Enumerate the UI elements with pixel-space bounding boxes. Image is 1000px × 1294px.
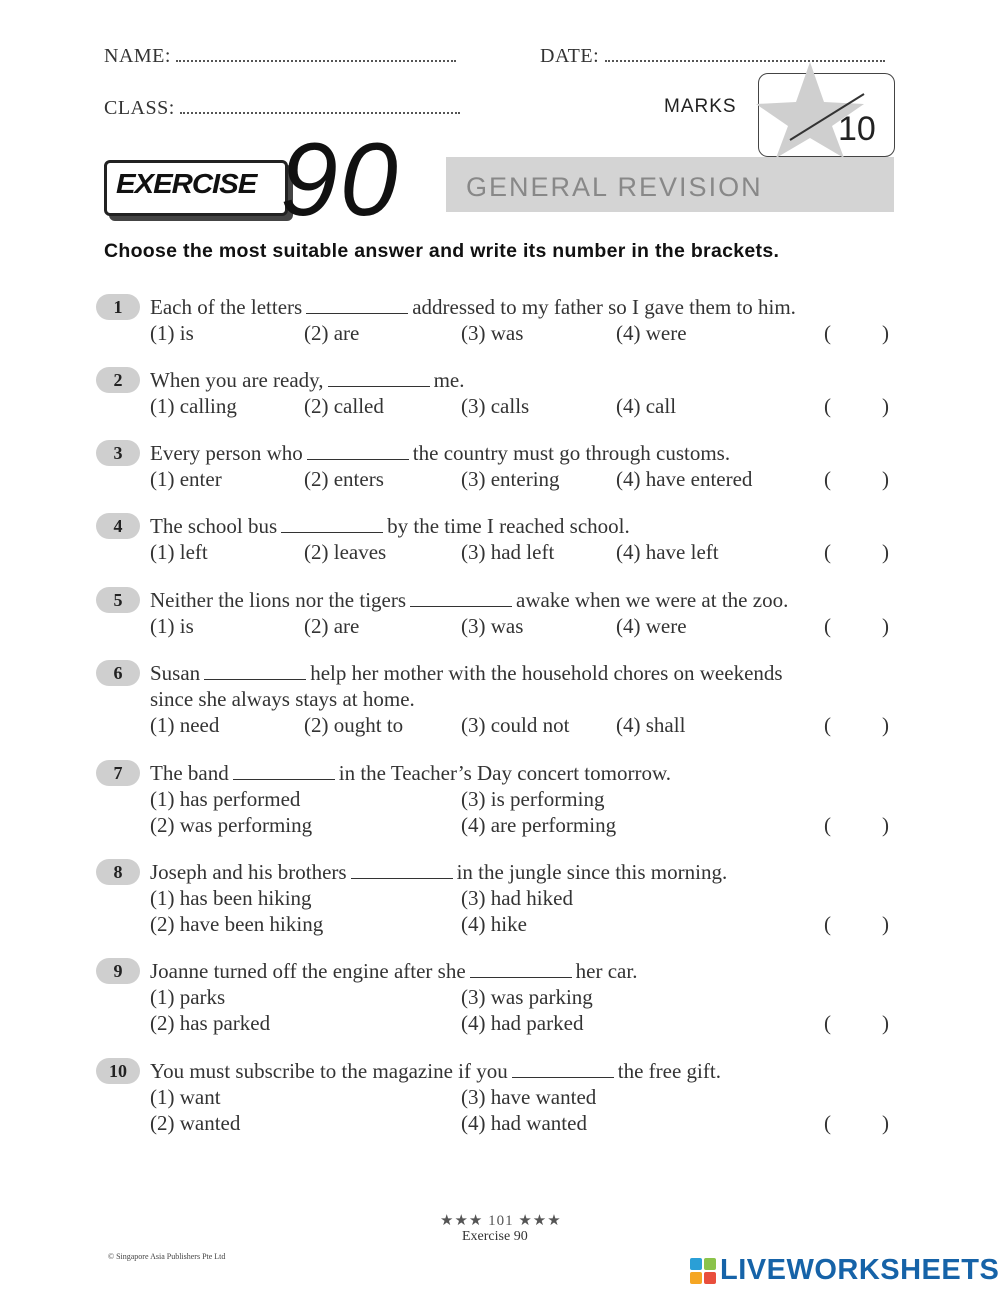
question-stem <box>150 513 896 539</box>
answer-bracket-close: ) <box>882 912 889 936</box>
answer-input[interactable] <box>836 539 878 565</box>
class-label: CLASS: <box>104 97 175 119</box>
question-stem <box>150 294 896 320</box>
marks-label: MARKS <box>664 96 737 117</box>
stem-text: The band <box>150 761 229 785</box>
stem-text: addressed to my father so I gave them to him. <box>412 295 796 319</box>
answer-bracket-close: ) <box>882 540 889 564</box>
stem-text: You must subscribe to the magazine if you <box>150 1059 508 1083</box>
option: (4) had parked <box>461 1011 584 1035</box>
stem-text: Susan <box>150 661 201 685</box>
question-number: 6 <box>96 660 140 686</box>
option: (4) had wanted <box>461 1111 587 1135</box>
stem-text: The school bus <box>150 514 278 538</box>
answer-blank <box>307 443 409 460</box>
question-number: 9 <box>96 958 140 984</box>
option: (1) left <box>150 540 208 564</box>
option: (3) was <box>461 321 524 345</box>
footer-exercise: Exercise 90 <box>462 1229 528 1244</box>
answer-bracket-open: ( <box>824 614 831 638</box>
answer-input[interactable] <box>836 320 878 346</box>
name-field[interactable] <box>104 42 456 68</box>
answer-blank <box>512 1061 614 1078</box>
question-stem <box>150 440 896 466</box>
marks-total: 10 <box>838 110 876 148</box>
option: (4) have left <box>616 540 719 564</box>
option: (3) is performing <box>461 787 605 811</box>
name-input-line[interactable] <box>176 42 456 62</box>
date-input-line[interactable] <box>605 42 885 62</box>
option: (4) are performing <box>461 813 617 837</box>
stem-text: the country must go through customs. <box>412 441 731 465</box>
question-stem <box>150 587 896 613</box>
option: (4) were <box>616 614 687 638</box>
question-number: 1 <box>96 294 140 320</box>
question-stem <box>150 859 896 885</box>
answer-input[interactable] <box>836 812 878 838</box>
answer-bracket-close: ) <box>882 813 889 837</box>
class-input-line[interactable] <box>180 94 460 114</box>
answer-blank <box>470 961 572 978</box>
option: (2) are <box>304 321 360 345</box>
stem-continuation: since she always stays at home. <box>150 687 415 711</box>
answer-input[interactable] <box>836 1110 878 1136</box>
stem-text: in the Teacher’s Day concert tomorrow. <box>338 761 672 785</box>
page-number: ★★★ 101 ★★★ <box>440 1213 562 1229</box>
answer-bracket-open: ( <box>824 912 831 936</box>
question-number: 8 <box>96 859 140 885</box>
question-number: 3 <box>96 440 140 466</box>
date-label: DATE: <box>540 45 600 67</box>
option: (2) are <box>304 614 360 638</box>
option: (2) leaves <box>304 540 387 564</box>
option: (2) was performing <box>150 813 313 837</box>
option: (4) were <box>616 321 687 345</box>
stem-text: her car. <box>575 959 638 983</box>
answer-input[interactable] <box>836 712 878 738</box>
question-stem <box>150 760 896 786</box>
option: (2) called <box>304 394 384 418</box>
answer-bracket-close: ) <box>882 713 889 737</box>
option: (2) have been hiking <box>150 912 324 936</box>
answer-blank <box>204 663 306 680</box>
answer-blank <box>328 370 430 387</box>
option: (1) has performed <box>150 787 301 811</box>
copyright: © Singapore Asia Publishers Pte Ltd <box>108 1252 226 1261</box>
answer-bracket-open: ( <box>824 1011 831 1035</box>
option: (3) had left <box>461 540 555 564</box>
answer-bracket-open: ( <box>824 813 831 837</box>
question-stem <box>150 660 896 686</box>
option: (1) want <box>150 1085 221 1109</box>
answer-bracket-close: ) <box>882 1111 889 1135</box>
liveworksheets-logo[interactable] <box>690 1254 999 1287</box>
option: (2) has parked <box>150 1011 271 1035</box>
class-field[interactable] <box>104 94 460 120</box>
question-number: 7 <box>96 760 140 786</box>
option: (3) could not <box>461 713 570 737</box>
answer-bracket-close: ) <box>882 614 889 638</box>
name-label: NAME: <box>104 45 171 67</box>
answer-blank <box>281 516 383 533</box>
stem-text: Every person who <box>150 441 303 465</box>
stem-text: me. <box>433 368 465 392</box>
stem-text: by the time I reached school. <box>387 514 630 538</box>
option: (1) calling <box>150 394 237 418</box>
option: (1) need <box>150 713 220 737</box>
question-number: 5 <box>96 587 140 613</box>
question-stem <box>150 1058 896 1084</box>
option: (3) was parking <box>461 985 593 1009</box>
option: (3) entering <box>461 467 560 491</box>
liveworksheets-text: LIVEWORKSHEETS <box>720 1254 1000 1286</box>
option: (4) have entered <box>616 467 753 491</box>
answer-blank <box>410 590 512 607</box>
option: (3) calls <box>461 394 530 418</box>
instruction: Choose the most suitable answer and write its number in the brackets. <box>104 240 780 262</box>
question-stem <box>150 958 896 984</box>
answer-bracket-open: ( <box>824 467 831 491</box>
answer-input[interactable] <box>836 911 878 937</box>
option: (4) shall <box>616 713 686 737</box>
question-number: 10 <box>96 1058 140 1084</box>
answer-blank <box>233 763 335 780</box>
answer-input[interactable] <box>836 393 878 419</box>
liveworksheets-icon <box>690 1258 716 1284</box>
answer-blank <box>351 862 453 879</box>
stem-text: the free gift. <box>617 1059 721 1083</box>
option: (4) call <box>616 394 677 418</box>
stem-text: Each of the letters <box>150 295 303 319</box>
stem-text: Joanne turned off the engine after she <box>150 959 466 983</box>
answer-blank <box>306 297 408 314</box>
stem-text: Neither the lions nor the tigers <box>150 588 407 612</box>
option: (4) hike <box>461 912 527 936</box>
answer-input[interactable] <box>836 1010 878 1036</box>
stem-text: help her mother with the household chores on weekends <box>310 661 783 685</box>
question-number: 4 <box>96 513 140 539</box>
option: (2) enters <box>304 467 384 491</box>
question-stem <box>150 367 896 393</box>
answer-bracket-close: ) <box>882 1011 889 1035</box>
answer-bracket-open: ( <box>824 394 831 418</box>
option: (1) is <box>150 614 194 638</box>
question-number: 2 <box>96 367 140 393</box>
answer-bracket-close: ) <box>882 467 889 491</box>
stem-text: in the jungle since this morning. <box>456 860 728 884</box>
option: (1) is <box>150 321 194 345</box>
option: (1) has been hiking <box>150 886 312 910</box>
exercise-number: 90 <box>280 122 400 238</box>
option: (1) parks <box>150 985 226 1009</box>
answer-bracket-open: ( <box>824 540 831 564</box>
answer-input[interactable] <box>836 613 878 639</box>
answer-input[interactable] <box>836 466 878 492</box>
answer-bracket-open: ( <box>824 321 831 345</box>
answer-bracket-close: ) <box>882 394 889 418</box>
answer-bracket-close: ) <box>882 321 889 345</box>
option: (2) wanted <box>150 1111 241 1135</box>
option: (2) ought to <box>304 713 404 737</box>
option: (3) had hiked <box>461 886 573 910</box>
answer-bracket-open: ( <box>824 713 831 737</box>
option: (3) have wanted <box>461 1085 597 1109</box>
stem-text: awake when we were at the zoo. <box>516 588 789 612</box>
stem-text: When you are ready, <box>150 368 324 392</box>
option: (3) was <box>461 614 524 638</box>
answer-bracket-open: ( <box>824 1111 831 1135</box>
exercise-word: EXERCISE <box>116 168 257 199</box>
topic-title: GENERAL REVISION <box>466 172 763 202</box>
option: (1) enter <box>150 467 222 491</box>
stem-text: Joseph and his brothers <box>150 860 347 884</box>
star-icon <box>740 60 900 160</box>
